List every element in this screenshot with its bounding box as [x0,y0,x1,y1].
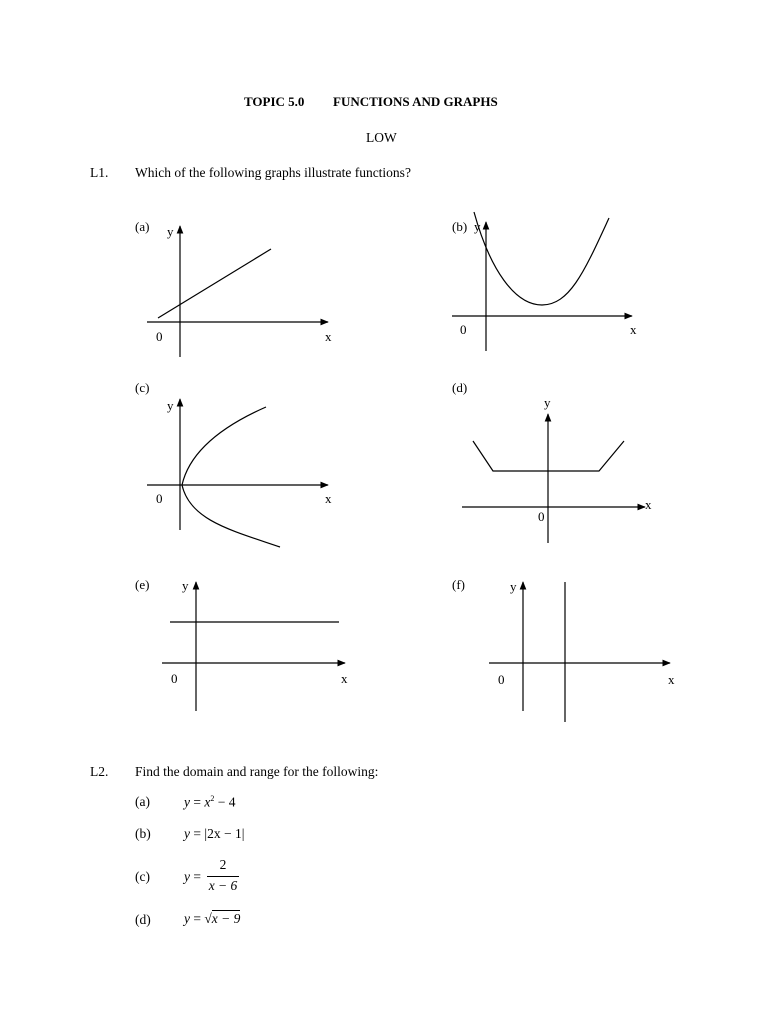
part-d-lhs: y [184,911,190,926]
graph-c-origin: 0 [156,491,163,506]
graph-f-y-label: y [510,579,517,594]
part-b-equation [184,826,244,842]
graph-d [462,414,645,543]
part-b-expr: |2x − 1| [204,826,245,841]
question-number-l1: L1. [90,165,109,180]
graph-a [147,226,328,357]
graph-e-label: (e) [135,577,150,592]
graph-f-label: (f) [452,577,465,592]
part-c-numerator: 2 [219,857,227,872]
graph-c [147,399,328,547]
topic-title: FUNCTIONS AND GRAPHS [333,94,498,109]
graph-e-x-label: x [341,671,348,686]
part-a-rest: − 4 [214,794,236,810]
graph-c-x-label: x [325,491,332,506]
graph-b-curve [474,212,609,305]
graph-e-origin: 0 [171,671,178,686]
topic-number: TOPIC 5.0 [244,94,305,109]
part-c-lhs: y [184,869,190,884]
graph-f-x-label: x [668,672,675,687]
graph-b-origin: 0 [460,322,467,337]
part-c-lhs-group [184,869,201,885]
part-a-eq: = [193,794,201,810]
graph-a-curve [158,249,271,318]
part-a-label: (a) [135,794,150,809]
graph-d-x-label: x [645,497,652,512]
part-d-label: (d) [135,912,151,927]
graph-a-x-label: x [325,329,332,344]
part-a-equation [184,794,236,811]
question-text-l1: Which of the following graphs illustrate functions? [135,165,411,180]
part-a-exponent: 2 [210,794,215,803]
graph-c-curve [182,407,280,547]
graph-d-origin: 0 [538,509,545,524]
part-d-radicand: x − 9 [211,911,241,926]
part-d-eq: = [193,911,201,926]
graph-b-label: (b) [452,219,468,234]
graph-d-y-label: y [544,395,551,410]
part-d-radical: √ [204,911,212,926]
part-c-eq: = [193,869,201,884]
level-heading: LOW [366,130,397,145]
graph-a-origin: 0 [156,329,163,344]
part-d-equation [184,911,240,927]
graph-f-origin: 0 [498,672,505,687]
question-number-l2: L2. [90,764,109,779]
question-text-l2: Find the domain and range for the following: [135,764,379,779]
part-c-fraction-bar [207,876,239,877]
graph-e [162,582,345,711]
part-b-label: (b) [135,826,151,841]
graph-c-label: (c) [135,380,150,395]
graph-b-x-label: x [630,322,637,337]
part-c-label: (c) [135,869,150,884]
graph-e-y-label: y [182,578,189,593]
graph-a-y-label: y [167,224,174,239]
part-b-lhs: y [184,826,190,841]
part-a-lhs: y [184,794,190,810]
part-a-var: x [204,794,211,810]
graph-d-label: (d) [452,380,468,395]
graph-b-y-label: y [474,219,481,234]
graph-f [489,582,670,722]
graph-a-label: (a) [135,219,150,234]
part-c-denominator: x − 6 [208,878,238,893]
part-b-eq: = [193,826,201,841]
graph-c-y-label: y [167,398,174,413]
